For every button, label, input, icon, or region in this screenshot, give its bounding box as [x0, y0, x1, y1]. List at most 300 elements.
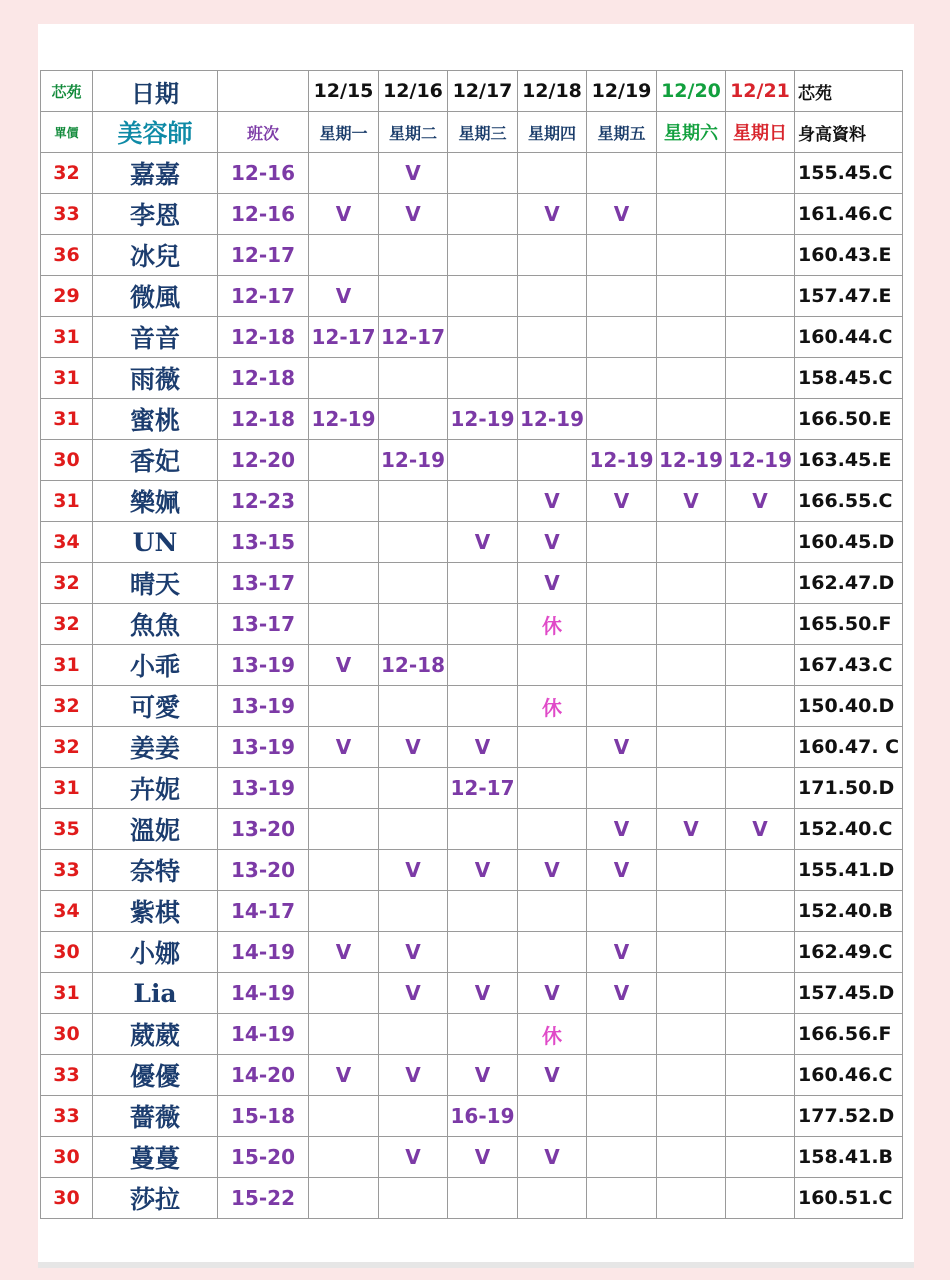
price-cell: 32: [41, 604, 93, 645]
date-header: 12/18: [518, 71, 587, 112]
weekday-header-sunday: 星期日: [726, 112, 795, 153]
beautician-name: 小娜: [93, 932, 218, 973]
schedule-cell: [726, 1096, 795, 1137]
schedule-cell: V: [379, 850, 448, 891]
schedule-cell: 12-19: [726, 440, 795, 481]
schedule-cell: 12-19: [657, 440, 726, 481]
stats-cell: 161.46.C: [795, 194, 903, 235]
price-label: 單價: [41, 112, 93, 153]
schedule-cell: [587, 522, 657, 563]
stats-cell: 162.47.D: [795, 563, 903, 604]
price-cell: 34: [41, 522, 93, 563]
schedule-cell: [657, 1178, 726, 1219]
table-row: [41, 768, 903, 809]
schedule-cell: [379, 399, 448, 440]
stats-cell: 160.51.C: [795, 1178, 903, 1219]
schedule-cell: [587, 1096, 657, 1137]
table-row: [41, 973, 903, 1014]
schedule-cell: [448, 317, 518, 358]
schedule-cell: [657, 932, 726, 973]
beautician-name: 小乖: [93, 645, 218, 686]
stats-cell: 158.41.B: [795, 1137, 903, 1178]
stats-cell: 155.45.C: [795, 153, 903, 194]
table-row: [41, 1096, 903, 1137]
stats-cell: 160.43.E: [795, 235, 903, 276]
schedule-cell: [518, 891, 587, 932]
schedule-cell: [726, 768, 795, 809]
stats-cell: 171.50.D: [795, 768, 903, 809]
schedule-cell: [657, 727, 726, 768]
schedule-cell: [657, 358, 726, 399]
weekday-header: 星期三: [448, 112, 518, 153]
schedule-cell: V: [379, 194, 448, 235]
schedule-cell: [587, 1137, 657, 1178]
shift-cell: 13-15: [218, 522, 309, 563]
schedule-cell: [587, 235, 657, 276]
beautician-name: UN: [93, 522, 218, 563]
price-cell: 33: [41, 850, 93, 891]
schedule-cell: 12-19: [518, 399, 587, 440]
shift-cell: 14-20: [218, 1055, 309, 1096]
schedule-cell: V: [518, 522, 587, 563]
schedule-cell: V: [518, 194, 587, 235]
price-cell: 30: [41, 932, 93, 973]
shift-cell: 13-17: [218, 604, 309, 645]
schedule-cell: [657, 686, 726, 727]
schedule-cell: [379, 563, 448, 604]
brand-label: 芯苑: [41, 71, 93, 112]
schedule-cell: V: [587, 809, 657, 850]
stats-cell: 167.43.C: [795, 645, 903, 686]
stats-cell: 155.41.D: [795, 850, 903, 891]
beautician-name: 紫棋: [93, 891, 218, 932]
table-row: [41, 1178, 903, 1219]
stats-cell: 162.49.C: [795, 932, 903, 973]
table-row: [41, 645, 903, 686]
schedule-cell: [518, 809, 587, 850]
schedule-cell: [448, 563, 518, 604]
schedule-cell: [587, 891, 657, 932]
schedule-cell: [657, 1014, 726, 1055]
stats-cell: 166.56.F: [795, 1014, 903, 1055]
beautician-name: 香妃: [93, 440, 218, 481]
schedule-cell: [309, 440, 379, 481]
schedule-cell: [448, 481, 518, 522]
schedule-cell: [379, 276, 448, 317]
weekday-header: 星期五: [587, 112, 657, 153]
price-cell: 32: [41, 727, 93, 768]
schedule-cell: [587, 358, 657, 399]
stats-cell: 165.50.F: [795, 604, 903, 645]
table-row: [41, 358, 903, 399]
shift-cell: 14-19: [218, 973, 309, 1014]
schedule-cell: 12-18: [379, 645, 448, 686]
schedule-cell: [587, 399, 657, 440]
schedule-cell: [309, 153, 379, 194]
header-row-weekdays: [41, 112, 903, 153]
beautician-name: 魚魚: [93, 604, 218, 645]
schedule-cell: V: [379, 973, 448, 1014]
stats-cell: 177.52.D: [795, 1096, 903, 1137]
beautician-name: 嘉嘉: [93, 153, 218, 194]
shift-cell: 12-18: [218, 399, 309, 440]
schedule-cell: V: [309, 727, 379, 768]
stats-cell: 158.45.C: [795, 358, 903, 399]
beautician-name: 雨薇: [93, 358, 218, 399]
schedule-cell: [379, 235, 448, 276]
beautician-label: 美容師: [93, 112, 218, 153]
schedule-cell: [726, 932, 795, 973]
schedule-cell: [726, 1178, 795, 1219]
schedule-cell: [657, 317, 726, 358]
table-row: [41, 153, 903, 194]
schedule-cell: [518, 1178, 587, 1219]
schedule-cell: [726, 727, 795, 768]
stats-cell: 160.47. C: [795, 727, 903, 768]
table-row: [41, 727, 903, 768]
schedule-cell: V: [379, 932, 448, 973]
weekday-header: 星期四: [518, 112, 587, 153]
schedule-cell: [309, 1178, 379, 1219]
beautician-name: 莎拉: [93, 1178, 218, 1219]
schedule-cell: [518, 153, 587, 194]
table-row: [41, 932, 903, 973]
schedule-cell: [518, 727, 587, 768]
schedule-cell: 休: [518, 1014, 587, 1055]
schedule-cell: [657, 768, 726, 809]
schedule-cell: [379, 809, 448, 850]
schedule-cell: [309, 850, 379, 891]
price-cell: 33: [41, 1055, 93, 1096]
schedule-cell: V: [379, 727, 448, 768]
schedule-cell: [726, 604, 795, 645]
shift-cell: 12-16: [218, 153, 309, 194]
schedule-cell: [518, 235, 587, 276]
beautician-name: 溫妮: [93, 809, 218, 850]
table-row: [41, 276, 903, 317]
shift-cell: 13-19: [218, 727, 309, 768]
stats-cell: 152.40.C: [795, 809, 903, 850]
price-cell: 31: [41, 973, 93, 1014]
price-cell: 32: [41, 563, 93, 604]
table-row: [41, 850, 903, 891]
schedule-cell: V: [518, 973, 587, 1014]
shift-cell: 12-18: [218, 317, 309, 358]
price-cell: 33: [41, 194, 93, 235]
schedule-cell: 12-19: [309, 399, 379, 440]
schedule-cell: V: [587, 973, 657, 1014]
schedule-cell: [379, 358, 448, 399]
schedule-cell: V: [448, 727, 518, 768]
shift-cell: 15-22: [218, 1178, 309, 1219]
schedule-cell: [448, 891, 518, 932]
beautician-name: 姜姜: [93, 727, 218, 768]
schedule-cell: [587, 686, 657, 727]
schedule-cell: [657, 276, 726, 317]
schedule-cell: [379, 481, 448, 522]
schedule-cell: [657, 1137, 726, 1178]
schedule-cell: V: [448, 522, 518, 563]
schedule-cell: V: [518, 1055, 587, 1096]
schedule-cell: [726, 153, 795, 194]
schedule-cell: V: [518, 1137, 587, 1178]
schedule-cell: V: [448, 1137, 518, 1178]
stats-cell: 160.45.D: [795, 522, 903, 563]
schedule-cell: [309, 522, 379, 563]
schedule-cell: [448, 932, 518, 973]
schedule-cell: [726, 522, 795, 563]
stats-cell: 152.40.B: [795, 891, 903, 932]
schedule-cell: 12-17: [448, 768, 518, 809]
schedule-cell: 12-19: [448, 399, 518, 440]
shift-cell: 12-17: [218, 235, 309, 276]
schedule-cell: [726, 317, 795, 358]
price-cell: 31: [41, 358, 93, 399]
schedule-cell: [518, 317, 587, 358]
schedule-cell: [448, 1178, 518, 1219]
schedule-cell: [587, 153, 657, 194]
schedule-cell: [726, 645, 795, 686]
schedule-cell: [309, 358, 379, 399]
price-cell: 30: [41, 1178, 93, 1219]
schedule-cell: V: [518, 563, 587, 604]
shift-cell: 12-16: [218, 194, 309, 235]
schedule-cell: [587, 645, 657, 686]
schedule-cell: V: [379, 1137, 448, 1178]
schedule-cell: V: [657, 809, 726, 850]
schedule-cell: [309, 604, 379, 645]
schedule-cell: V: [448, 1055, 518, 1096]
schedule-cell: [309, 686, 379, 727]
schedule-cell: [379, 1096, 448, 1137]
shift-cell: 15-20: [218, 1137, 309, 1178]
schedule-cell: [448, 153, 518, 194]
schedule-cell: V: [309, 276, 379, 317]
schedule-cell: [657, 973, 726, 1014]
schedule-cell: [448, 276, 518, 317]
schedule-cell: [726, 276, 795, 317]
schedule-cell: [379, 1014, 448, 1055]
schedule-cell: [379, 1178, 448, 1219]
table-row: [41, 1137, 903, 1178]
stats-cell: 160.46.C: [795, 1055, 903, 1096]
price-cell: 30: [41, 1014, 93, 1055]
price-cell: 33: [41, 1096, 93, 1137]
beautician-name: Lia: [93, 973, 218, 1014]
schedule-cell: [448, 440, 518, 481]
weekday-header: 星期一: [309, 112, 379, 153]
beautician-name: 薔薇: [93, 1096, 218, 1137]
schedule-cell: V: [587, 194, 657, 235]
schedule-cell: 休: [518, 604, 587, 645]
price-cell: 36: [41, 235, 93, 276]
schedule-cell: [657, 1096, 726, 1137]
bottom-divider: [38, 1262, 914, 1268]
beautician-name: 蜜桃: [93, 399, 218, 440]
schedule-cell: V: [448, 973, 518, 1014]
shift-cell: 14-19: [218, 932, 309, 973]
beautician-name: 卉妮: [93, 768, 218, 809]
shift-cell: 12-23: [218, 481, 309, 522]
date-header: 12/15: [309, 71, 379, 112]
schedule-cell: V: [309, 1055, 379, 1096]
table-row: [41, 1014, 903, 1055]
shift-label: 班次: [218, 112, 309, 153]
beautician-name: 蔓蔓: [93, 1137, 218, 1178]
shift-cell: 12-18: [218, 358, 309, 399]
price-cell: 35: [41, 809, 93, 850]
price-cell: 32: [41, 153, 93, 194]
shift-cell: 13-17: [218, 563, 309, 604]
schedule-cell: [587, 768, 657, 809]
schedule-cell: [518, 932, 587, 973]
schedule-cell: [726, 686, 795, 727]
schedule-cell: V: [587, 932, 657, 973]
beautician-name: 樂姵: [93, 481, 218, 522]
schedule-cell: [726, 850, 795, 891]
shift-cell: 14-17: [218, 891, 309, 932]
table-row: [41, 563, 903, 604]
schedule-cell: [518, 440, 587, 481]
date-label: 日期: [93, 71, 218, 112]
shift-cell: 13-19: [218, 645, 309, 686]
beautician-name: 音音: [93, 317, 218, 358]
schedule-cell: [309, 1096, 379, 1137]
schedule-cell: [309, 973, 379, 1014]
beautician-name: 葳葳: [93, 1014, 218, 1055]
schedule-cell: [587, 276, 657, 317]
shift-cell: 13-20: [218, 850, 309, 891]
schedule-cell: [379, 891, 448, 932]
price-cell: 31: [41, 317, 93, 358]
schedule-cell: [657, 194, 726, 235]
schedule-cell: V: [448, 850, 518, 891]
schedule-cell: [379, 768, 448, 809]
stats-cell: 166.55.C: [795, 481, 903, 522]
price-cell: 31: [41, 645, 93, 686]
schedule-cell: [379, 604, 448, 645]
schedule-cell: V: [726, 809, 795, 850]
schedule-cell: 12-19: [379, 440, 448, 481]
schedule-cell: [309, 1137, 379, 1178]
date-header: 12/17: [448, 71, 518, 112]
schedule-cell: [657, 522, 726, 563]
schedule-cell: [448, 686, 518, 727]
schedule-cell: V: [587, 727, 657, 768]
schedule-cell: [309, 481, 379, 522]
schedule-cell: [379, 522, 448, 563]
schedule-cell: [587, 317, 657, 358]
price-cell: 31: [41, 768, 93, 809]
table-row: [41, 317, 903, 358]
schedule-cell: V: [518, 850, 587, 891]
schedule-cell: [726, 563, 795, 604]
schedule-cell: [657, 645, 726, 686]
stats-cell: 163.45.E: [795, 440, 903, 481]
shift-cell: 13-20: [218, 809, 309, 850]
schedule-cell: [587, 1055, 657, 1096]
table-row: [41, 686, 903, 727]
schedule-cell: [587, 563, 657, 604]
schedule-cell: [657, 604, 726, 645]
schedule-cell: 12-17: [309, 317, 379, 358]
schedule-cell: V: [379, 1055, 448, 1096]
schedule-cell: [309, 809, 379, 850]
schedule-cell: [726, 235, 795, 276]
date-header-sunday: 12/21: [726, 71, 795, 112]
beautician-name: 微風: [93, 276, 218, 317]
schedule-cell: [518, 276, 587, 317]
price-cell: 31: [41, 481, 93, 522]
shift-cell: 14-19: [218, 1014, 309, 1055]
schedule-cell: [518, 768, 587, 809]
beautician-name: 冰兒: [93, 235, 218, 276]
schedule-cell: V: [309, 645, 379, 686]
schedule-cell: [657, 563, 726, 604]
schedule-cell: [309, 768, 379, 809]
schedule-cell: V: [587, 850, 657, 891]
table-row: [41, 235, 903, 276]
price-cell: 34: [41, 891, 93, 932]
schedule-cell: [448, 358, 518, 399]
schedule-cell: [726, 399, 795, 440]
schedule-cell: [518, 1096, 587, 1137]
beautician-name: 奈特: [93, 850, 218, 891]
schedule-cell: [518, 358, 587, 399]
table-row: [41, 891, 903, 932]
schedule-cell: [726, 891, 795, 932]
schedule-cell: V: [518, 481, 587, 522]
shift-cell: 12-20: [218, 440, 309, 481]
schedule-cell: 休: [518, 686, 587, 727]
schedule-cell: [726, 1055, 795, 1096]
price-cell: 32: [41, 686, 93, 727]
schedule-cell: [726, 358, 795, 399]
stats-label: 身高資料: [795, 112, 903, 153]
schedule-cell: [726, 1137, 795, 1178]
schedule-cell: [657, 153, 726, 194]
table-row: [41, 194, 903, 235]
stats-cell: 157.47.E: [795, 276, 903, 317]
schedule-cell: V: [379, 153, 448, 194]
stats-cell: 160.44.C: [795, 317, 903, 358]
schedule-cell: [309, 891, 379, 932]
schedule-cell: [657, 891, 726, 932]
schedule-cell: [309, 235, 379, 276]
schedule-cell: [448, 235, 518, 276]
table-row: [41, 809, 903, 850]
schedule-table: [40, 70, 903, 1219]
schedule-cell: V: [309, 932, 379, 973]
stats-cell: 157.45.D: [795, 973, 903, 1014]
schedule-cell: 16-19: [448, 1096, 518, 1137]
schedule-cell: [657, 850, 726, 891]
date-header: 12/16: [379, 71, 448, 112]
shift-cell: 13-19: [218, 768, 309, 809]
shift-cell: 12-17: [218, 276, 309, 317]
schedule-cell: [587, 604, 657, 645]
beautician-name: 可愛: [93, 686, 218, 727]
schedule-cell: 12-19: [587, 440, 657, 481]
table-row: [41, 1055, 903, 1096]
table-row: [41, 604, 903, 645]
schedule-cell: [657, 235, 726, 276]
schedule-cell: V: [657, 481, 726, 522]
schedule-cell: [448, 604, 518, 645]
schedule-cell: [726, 194, 795, 235]
schedule-cell: [657, 399, 726, 440]
schedule-cell: [726, 1014, 795, 1055]
